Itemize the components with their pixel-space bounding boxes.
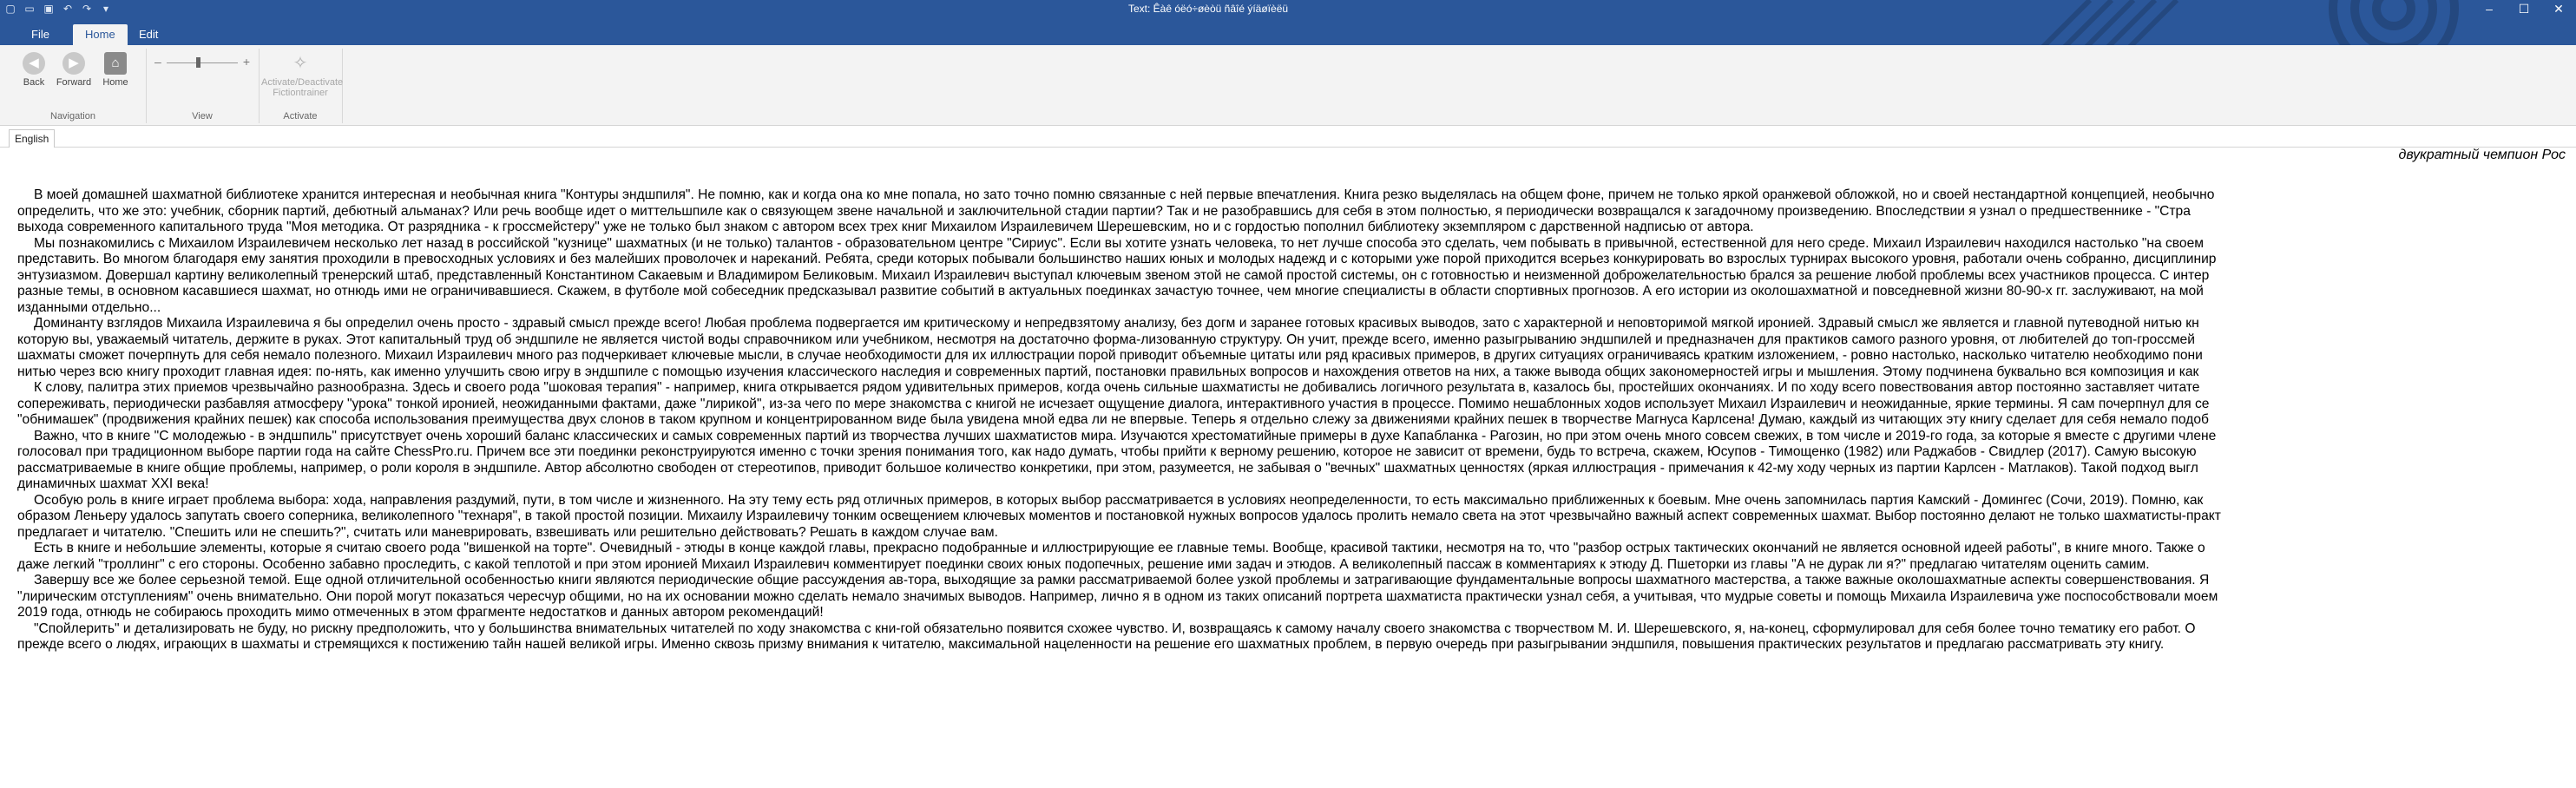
zoom-thumb[interactable] [196,57,200,68]
tab-edit[interactable]: Edit [139,28,159,41]
text-line: рассматриваемые в книге общие проблемы, например, о роли короля в эндшпиле. Автор абсолютно свободен от стереотипов, приводит большое количество конкретики, при этом, разумеется, не забывая о "вечных" шахматных ценностях (яркая иллюстрация - примечания к 42-му ходу черных из партии Карлсен - Матлаков). Такой подход выгл [17,460,2198,476]
text-line: нитью через всю книгу проходит главная идея: по-нять, как именно улучшить свою игру в эндшпиле с помощью изучения классического наследия и современных партий, постановки правильных вопросов и нахождения ответов на них, а также вывода общих закономерностей игры и мышления. Этому подчинена буквально вся композиция и как [17,364,2199,379]
quick-access-toolbar [3,2,113,16]
zoom-track [167,62,238,63]
open-folder-icon[interactable]: ▭ [24,3,35,15]
decoration-graphic [2021,0,2472,52]
text-line: даже легкий "троллинг" с его стороны. Особенно забавно проследить, с какой теплотой и при этом иронией Михаил Израилевич комментирует поединки своих юных подопечных, решение ими задач и этюдов. А великолепный пассаж в комментариях к этюду Д. Пшеторки из главы "А не дурак ли я?" предлагаю читателям оценить самим. [17,556,2150,572]
title-bar-decoration [2021,0,2472,52]
maximize-button[interactable]: ☐ [2518,2,2530,16]
text-line: "обнимашек" (продвижения крайних пешек) как способа использования преимущества двух слонов в таком крупном и концентрированном виде была увидена мной едва ли не впервые. Теперь я отдельно слежу за движениями крайних пешек в творчестве Магнуса Карлсена! Думаю, каждый из читающих эту книгу сделает для себя немало подоб [17,412,2209,427]
text-line: "лирическим отступлениям" очень внимательно. Они порой могут показаться чересчур общими, но на их основании можно сделать немало значимых выводов. Например, лично я в одном из таких описаний портрета шахматиста практически узнал себя, а учитывая, что мудрые советы и помощь Михаила Израилевича уже поспособствовали моем [17,588,2218,604]
customize-toolbar-icon[interactable]: ▾ [102,3,109,15]
view-group [146,49,260,123]
close-button[interactable]: ✕ [2553,2,2564,16]
document-content [0,148,2576,788]
back-arrow-icon: ◀ [23,52,45,75]
window-controls [2472,0,2576,19]
window-title: Text: Êàê óëó÷øèòü ñâîé ýíäøïèëü [1128,3,1289,15]
text-line: Особую роль в книге играет проблема выбора: хода, направления раздумий, пути, в том числе и жизненного. На эту тему есть ряд отличных примеров, в которых выбор рассматривается в условиях неопределенности, то есть максимально приближенных к боевым. Мне очень запомнилась партия Камский - Домингес (Сочи, 2019). Помню, как [34,492,2204,508]
text-line: разные темы, в основном касавшиеся шахмат, но отнюдь ими не ограничивавшиеся. Скажем, в футболе мой собеседник предсказывал развитие событий в актуальных поединках зачастую точнее, чем многие специалисты в области спортивных прогнозов. А его истории из околошахматной и повседневной жизни 80-90-х гг. заслуживают, на мой [17,284,2204,299]
text-line: 2019 года, отнюдь не собираюсь проходить мимо отмеченных в этом фрагменте недостатков и данных автором рекомендаций! [17,605,824,620]
forward-arrow-icon: ▶ [62,52,85,75]
home-icon: ⌂ [104,52,127,75]
activate-label-line1: Activate/Deactivate [261,77,344,88]
back-button[interactable] [14,52,54,88]
zoom-out-button[interactable]: – [154,55,161,69]
text-line: определить, что же это: учебник, сборник партий, дебютный альманах? Или речь вообще идет о миттельшпиле как о связующем звене начальной и заключительной стадии партии? Так и не разобравшись для себя в этом полностью, я периодически возвращался к загадочному произведению. Впоследствии я узнал о предшественнике - "Стра [17,203,2191,219]
text-line: голосовал при традиционном выборе партии года на сайте ChessPro.ru. Причем все эти поединки реконструируются именно с точки зрения понимания того, как надо думать, чтобы прийти к верному решению, которое не зависит от времени, будь то встреча, скажем, Юсупов - Тимощенко (1982) или Раджабов - Свидлер (2017). Самую высокую [17,444,2197,459]
text-line: предлагает и читателю. "Спешить или не спешить?", считать или маневрировать, взвешивать или решительно действовать? Решать в каждом случае вам. [17,524,998,540]
text-line: "Спойлерить" и детализировать не буду, но рискну предположить, что у большинства внимательных читателей по ходу знакомства с кни-гой обязательно появится схожее чувство. И, возвращаясь к самому началу своего знакомства с творчеством М. И. Шерешевского, я, на-конец, сформулировал для себя более точно тематику его работ. О [34,621,2196,636]
minimize-button[interactable]: – [2486,2,2493,16]
activate-label-line2: Fictiontrainer [273,88,328,98]
text-line: Мы познакомились с Михаилом Израилевичем несколько лет назад в российской "кузнице" шахматных (и не только) талантов - образовательном центре "Сириус". Если вы хотите узнать человека, то нет лучше способа это сделать, чем побывать в привычной, естественной для него среде. Михаил Израилевич находился настолько "на своем [34,235,2204,251]
text-line: сопереживать, периодически разбавляя атмосферу "урока" тонкой иронией, неожиданными фактами, даже "лирикой", из-за чего по мере знакомства с книгой не исчезает ощущение диалога, интерактивного участия в процессе. Помимо нешаблонных ходов использует Михаил Израилевич и неожиданные, яркие термины. Я сам почерпнул для се [17,396,2210,411]
text-line: Доминанту взглядов Михаила Израилевича я бы определил очень просто - здравый смысл прежде всего! Любая проблема подвергается им критическому и непредвзятому анализу, без догм и заранее готовых красивых выводов, зато с характерной и неповторимой мягкой иронией. Здравый смысл же является и главной путеводной нитью кн [34,316,2199,331]
back-label: Back [23,77,45,88]
zoom-in-button[interactable]: + [242,55,250,69]
text-line: динамичных шахмат XXI века! [17,476,209,491]
text-line: изданными отдельно... [17,299,161,315]
new-file-icon[interactable]: ▢ [5,3,16,15]
home-label: Home [102,77,128,88]
text-line: образом Леньеру удалось запутать своего соперника, великолепного "технаря", в такой простой позиции. Михаилу Израилевичу тонким освещением ключевых моментов и постановкой нужных вопросов удалось пролить немало света на этот чрезвычайно важный аспект современных шахмат. Выбор постоянно делают не только шахматисты-практ [17,509,2221,523]
text-line: шахматы сможет почерпнуть для себя немало полезного. Михаил Израилевич много раз подчеркивает ключевые мысли, в случае необходимости для их иллюстрации порой приводит объемные цитаты или ряд красивых примеров, в других ситуациях ограничиваясь кратким изложением, - ровно настолько, насколько читателю необходимо пони [17,348,2203,363]
text-line: Завершу все же более серьезной темой. Еще одной отличительной особенностью книги являются периодические общие рассуждения ав-тора, выходящие за рамки рассматриваемой более узкой проблемы и затрагивающие фундаментальные вопросы шахматного мастерства, а также важные околошахматные аспекты совершенствования. Я [34,573,2210,588]
text-line: Есть в книге и небольшие элементы, которые я считаю своего рода "вишенкой на торте". Очевидный - этюды в конце каждой главы, прекрасно подобранные и иллюстрирующие ее главные темы. Вообще, красивой тактики, несмотря на то, что "разбор острых тактических окончаний не является основной идеей работы", в книге много. Также о [34,541,2205,555]
activate-group-label: Activate [283,111,318,121]
ribbon [0,45,2576,126]
save-icon[interactable]: ▣ [43,3,54,15]
text-line: В моей домашней шахматной библиотеке хранится интересная и необычная книга "Контуры эндшпиля". Не помню, как и когда она ко мне попала, но зато точно помню связанные с ней первые впечатления. Книга резко выделялась на общем фоне, причем не только яркой оранжевой обложкой, но и своей нестандартной концепцией, необычно [34,187,2215,202]
magic-wand-icon: ✧ [292,54,308,73]
document-text [17,187,2221,653]
text-line: выхода современного капитального труда "Моя методика. От разрядника - к гроссмейстеру" уже не только был знаком с автором всех трех книг Михаилом Израилевичем Шерешевским, но и с гордостью пополнил библиотеку экземпляром с дарственной надписью от автора. [17,220,1754,234]
activate-group [259,49,343,123]
activate-deactivate-button[interactable] [261,52,344,98]
redo-icon[interactable]: ↷ [82,3,92,15]
forward-label: Forward [56,77,92,88]
document-heading: двукратный чемпион Рос [2398,148,2566,162]
navigation-group-label: Navigation [50,111,95,121]
tab-home[interactable]: Home [73,24,128,45]
zoom-slider[interactable] [154,57,250,69]
document-tab-english[interactable]: English [9,129,55,148]
document-tab-bar [0,126,2576,148]
navigation-group [0,49,147,123]
view-group-label: View [192,111,213,121]
text-line: К слову, палитра этих приемов чрезвычайно разнообразна. Здесь и своего рода "шоковая терапия" - например, книга открывается рядом удивительных примеров, когда очень сильные шахматисты не добивались логичного результата в, казалось бы, простейших окончаниях. И по ходу всего повествования автор постоянно заставляет читате [34,380,2200,395]
text-line: представить. Во многом благодаря ему занятия проходили в превосходных условиях и без малейших проволочек и нареканий. Ребята, среди которых побывали большинство наших юных и молодых надежд и с которыми уже порой приходится всерьез конкурировать во взрослых турнирах высокого уровня, работали очень собранно, дисциплинир [17,252,2217,266]
text-line: прежде всего о людях, играющих в шахматы и стремящихся к постижению тайн нашей великой игры. Именно сквозь призму внимания к читателю, максимальной нацеленности на решение его шахматных проблем, в первую очередь при разыгрывании эндшпиля, повышения практических результатов и предлагаю рассматривать эту книгу. [17,637,2165,652]
text-line: которую вы, уважаемый читатель, держите в руках. Этот капитальный труд об эндшпиле не является чистой воды справочником или учебником, несмотря на достаточно форма-лизованную структуру. Он учит, прежде всего, именно разыгрыванию эндшпилей и предназначен для практиков самого разного уровня, от любителей до топ-гроссмей [17,332,2195,347]
home-button[interactable] [95,52,135,88]
tab-file[interactable]: File [31,28,49,41]
forward-button[interactable] [54,52,94,88]
text-line: Важно, что в книге "С молодежью - в эндшпиль" присутствует очень хороший баланс классических и самых современных партий из творчества лучших шахматистов мира. Изучаются хрестоматийные примеры в духе Капабланка - Рагозин, но при этом очень много совсем свежих, в том числе и 2019-го года, за которые я вместе с другими члене [34,428,2217,443]
text-line: энтузиазмом. Довершал картину великолепный тренерский штаб, представленный Константином Сакаевым и Владимиром Беликовым. Михаил Израилевич выступал ключевым звеном этой не самой простой системы, он с готовностью и неизменной доброжелательностью брался за решение любой проблемы всех участников процесса. С интер [17,267,2210,283]
undo-icon[interactable]: ↶ [62,3,73,15]
